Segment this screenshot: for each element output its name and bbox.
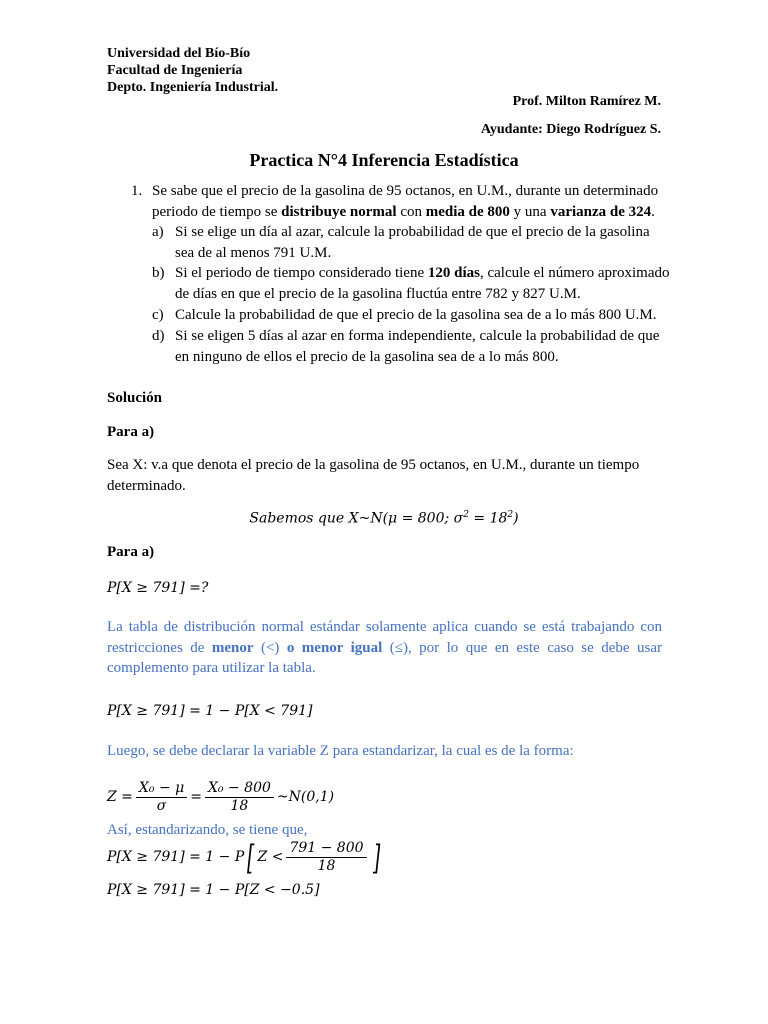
page-title: Practica N°4 Inferencia Estadística: [249, 150, 519, 170]
assistant-name: Ayudante: Diego Rodríguez S.: [480, 122, 661, 137]
part-a-heading-2: Para a): [107, 544, 155, 560]
department-name: Depto. Ingeniería Industrial.: [107, 80, 279, 95]
random-variable-definition: Sea X: v.a que denota el precio de la gasolina de 95 octanos, en U.M., durante un tiempo determinado.: [107, 457, 640, 494]
final-equation: P[X ≥ 791] = 1 − P[Z < −0.5]: [107, 882, 320, 898]
professor-name: Prof. Milton Ramírez M.: [512, 94, 661, 109]
institution-header: [107, 45, 278, 96]
subquestion-a: a) Si se elige un día al azar, calcule la probabilidad de que el precio de la gasolina sea de al menos 791 U.M.: [152, 224, 650, 261]
part-a-heading: Para a): [107, 424, 155, 440]
subquestion-b: b) Si el periodo de tiempo considerado tiene 120 días, calcule el número aproximado de días en que el precio de la gasolina fluctúa entre 782 y 827 U.M.: [152, 265, 670, 302]
standardized-equation: P[X ≥ 791] = 1 − P [ Z < $\frac{791 - 800}{18}$ ]: [107, 837, 380, 878]
distribution-statement: Sabemos que X~N(μ = 800; $\sigma^2 = 18^2$): [249, 510, 519, 527]
university-name: Universidad del Bío-Bío: [107, 46, 251, 61]
z-formula: Z = $\frac{\text{X₀ − μ}}{\sigma}$ = $\frac{\text{X₀ − 800}}{18}$ ~N(0,1): [107, 780, 335, 814]
subquestion-c: c) Calcule la probabilidad de que el precio de la gasolina sea de a lo más 800 U.M.: [152, 307, 657, 323]
standardizing-note: Así, estandarizando, se tiene que,: [107, 822, 308, 838]
complement-equation: P[X ≥ 791] = 1 − P[X < 791]: [107, 703, 313, 719]
probability-question: P[X ≥ 791] =?: [107, 580, 209, 596]
complement-note: La tabla de distribución normal estándar solamente aplica cuando se está trabajando con restricciones de menor (<) o menor igual (≤), por lo que en este caso se debe usar complemento para utilizar la tabla.: [107, 619, 662, 676]
subquestion-d: d) Si se eligen 5 días al azar en forma independiente, calcule la probabilidad de que en ninguno de ellos el precio de la gasolina sea de a lo más 800.: [152, 328, 660, 365]
standardize-note: Luego, se debe declarar la variable Z para estandarizar, la cual es de la forma:: [107, 743, 574, 759]
question-text: Se sabe que el precio de la gasolina de 95 octanos, en U.M., durante un determinado periodo de tiempo se distribuye normal con media de 800 y una varianza de 324.: [152, 183, 659, 220]
faculty-name: Facultad de Ingeniería: [107, 63, 243, 78]
solution-heading: Solución: [107, 390, 163, 406]
question-1: [131, 181, 671, 222]
question-number: 1.: [131, 183, 143, 199]
